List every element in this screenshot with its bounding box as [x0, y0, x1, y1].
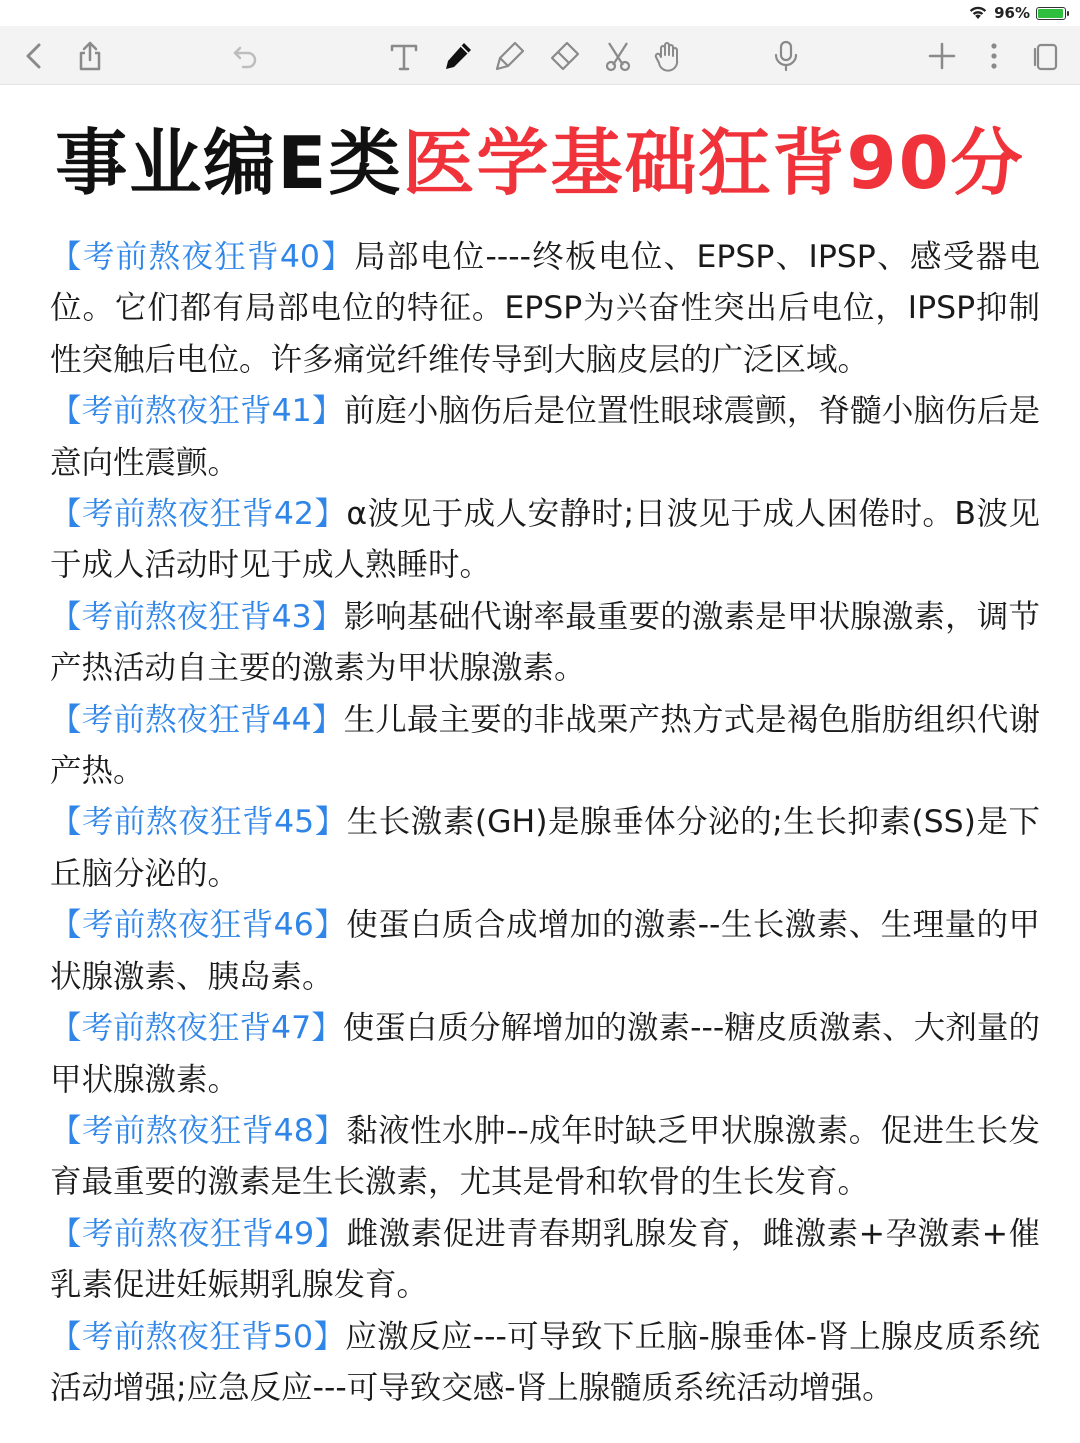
item-text: 黏液性水肿--成年时缺乏甲状腺激素。促进生长发育最重要的激素是生长激素，尤其是骨和软骨的生长发育。 [50, 1112, 1040, 1201]
note-item [50, 900, 1040, 1003]
more-icon [977, 39, 1011, 73]
item-text: 使蛋白质合成增加的激素--生长激素、生理量的甲状腺激素、胰岛素。 [50, 907, 1040, 995]
item-text: 局部电位----终板电位、EPSP、IPSP、感受器电位。它们都有局部电位的特征。EPSP为兴奋性突出后电位，IPSP抑制性突触后电位。许多痛觉纤维传导到大脑皮层的广泛区域。 [50, 239, 1040, 378]
item-text: α波见于成人安静时;日波见于成人困倦时。B波见于成人活动时见于成人熟睡时。 [50, 496, 1040, 584]
pen-icon [441, 39, 475, 73]
battery-fill [1038, 9, 1063, 18]
undo-button[interactable] [226, 36, 266, 76]
note-content [50, 232, 1040, 1414]
item-tag: 【考前熬夜狂背47】 [50, 1010, 343, 1047]
item-tag: 【考前熬夜狂背41】 [50, 393, 344, 430]
eraser-icon [547, 39, 581, 73]
wifi-icon [968, 6, 988, 20]
text-tool-icon [387, 39, 421, 73]
highlighter-icon [493, 39, 527, 73]
status-bar [0, 0, 1080, 26]
item-tag: 【考前熬夜狂背44】 [50, 701, 344, 738]
title-part-black: 事业编E类 [55, 121, 403, 205]
add-button[interactable] [922, 36, 962, 76]
note-item [50, 592, 1040, 695]
note-item [50, 386, 1040, 489]
item-text: 应激反应---可导致下丘脑-腺垂体-肾上腺皮质系统活动增强;应急反应---可导致交感-肾上腺髓质系统活动增强。 [50, 1318, 1040, 1406]
item-tag: 【考前熬夜狂背49】 [50, 1215, 347, 1252]
back-button[interactable] [14, 36, 54, 76]
hand-tool-button[interactable] [648, 36, 688, 76]
share-button[interactable] [70, 36, 110, 76]
more-button[interactable] [974, 36, 1014, 76]
eraser-tool-button[interactable] [544, 36, 584, 76]
item-text: 使蛋白质分解增加的激素---糖皮质激素、大剂量的甲状腺激素。 [50, 1010, 1040, 1098]
item-tag: 【考前熬夜狂背45】 [50, 804, 347, 841]
note-item [50, 1209, 1040, 1312]
text-tool-button[interactable] [384, 36, 424, 76]
item-text: 雌激素促进青春期乳腺发育，雌激素+孕激素+催乳素促进妊娠期乳腺发育。 [50, 1215, 1040, 1304]
pages-icon [1029, 39, 1063, 73]
title-part-red: 医学基础狂背90分 [402, 121, 1025, 205]
back-icon [17, 39, 51, 73]
pages-button[interactable] [1026, 36, 1066, 76]
page-title [0, 118, 1080, 208]
item-tag: 【考前熬夜狂背46】 [50, 907, 347, 944]
add-icon [925, 39, 959, 73]
item-text: 影响基础代谢率最重要的激素是甲状腺激素，调节产热活动自主要的激素为甲状腺激素。 [50, 598, 1040, 687]
item-text: 生儿最主要的非战栗产热方式是褐色脂肪组织代谢产热。 [50, 701, 1040, 790]
notes-toolbar [0, 26, 1080, 85]
note-item [50, 1106, 1040, 1209]
note-item [50, 1312, 1040, 1415]
microphone-icon [769, 39, 803, 73]
note-item [50, 797, 1040, 900]
lasso-tool-button[interactable] [598, 36, 638, 76]
battery-icon [1036, 7, 1066, 20]
item-tag: 【考前熬夜狂背50】 [50, 1318, 346, 1355]
undo-icon [229, 39, 263, 73]
item-tag: 【考前熬夜狂背43】 [50, 598, 344, 635]
item-text: 前庭小脑伤后是位置性眼球震颤，脊髓小脑伤后是意向性震颤。 [50, 393, 1040, 481]
share-icon [73, 39, 107, 73]
note-item [50, 695, 1040, 798]
item-tag: 【考前熬夜狂背42】 [50, 496, 347, 533]
lasso-icon [601, 39, 635, 73]
note-item [50, 232, 1040, 386]
note-item [50, 1003, 1040, 1106]
item-tag: 【考前熬夜狂背48】 [50, 1112, 347, 1149]
item-text: 生长激素(GH)是腺垂体分泌的;生长抑素(SS)是下丘脑分泌的。 [50, 804, 1040, 892]
item-tag: 【考前熬夜狂背40】 [50, 239, 355, 275]
hand-icon [651, 39, 685, 73]
battery-percentage: 96% [994, 4, 1030, 22]
note-item [50, 489, 1040, 592]
microphone-button[interactable] [766, 36, 806, 76]
pen-tool-button[interactable] [438, 36, 478, 76]
highlighter-tool-button[interactable] [490, 36, 530, 76]
